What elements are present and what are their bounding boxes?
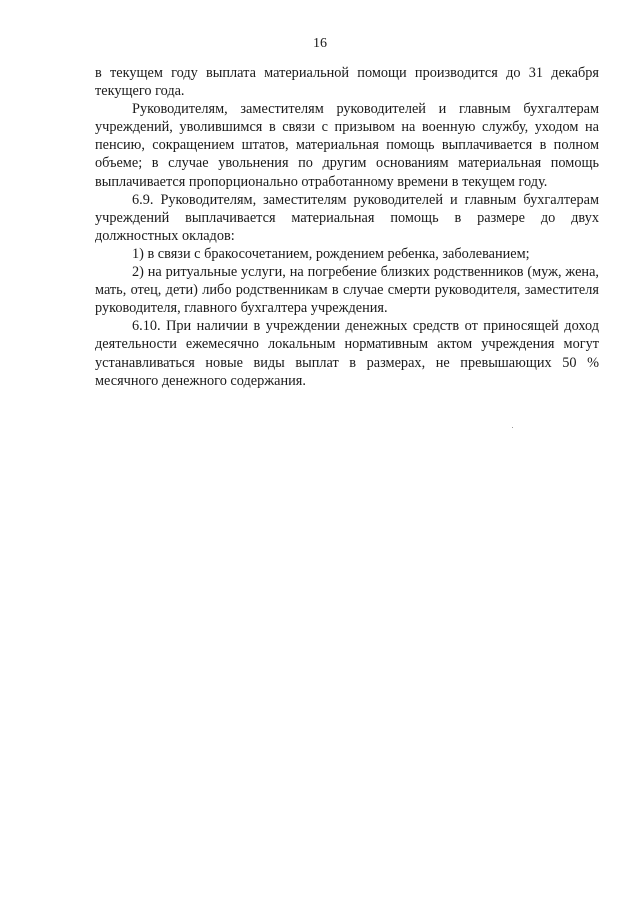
- paragraph-6-10: 6.10. При наличии в учреждении денежных средств от приносящей доход деятельности ежемесячно локальным нормативным актом учреждения могут устанавливаться новые виды выплат в размерах, не превышающих 50 % месячного денежного содержания.: [95, 318, 599, 389]
- list-item-1: 1) в связи с бракосочетанием, рождением ребенка, заболеванием;: [132, 245, 530, 262]
- paragraph-6-9: 6.9. Руководителям, заместителям руководителей и главным бухгалтерам учреждений выплачивается материальная помощь в размере до двух должностных окладов:: [95, 191, 599, 244]
- scan-speck: [512, 427, 513, 428]
- paragraph-dismissal-assistance: Руководителям, заместителям руководителей и главным бухгалтерам учреждений, уволившимся в связи с призывом на военную службу, уходом на пенсию, сокращением штатов, материальная помощь выплачивается в полном объеме; в случае увольнения по другим основаниям материальная помощь выплачивается пропорционально отработанному времени в текущем году.: [95, 101, 599, 190]
- document-body: [95, 64, 599, 390]
- paragraph-continuation: в текущем году выплата материальной помощи производится до 31 декабря текущего года.: [95, 65, 599, 100]
- page-number: 16: [313, 36, 327, 51]
- list-item-2: 2) на ритуальные услуги, на погребение близких родственников (муж, жена, мать, отец, дети) либо родственникам в случае смерти руководителя, заместителя руководителя, главного бухгалтера учреждения.: [95, 264, 599, 317]
